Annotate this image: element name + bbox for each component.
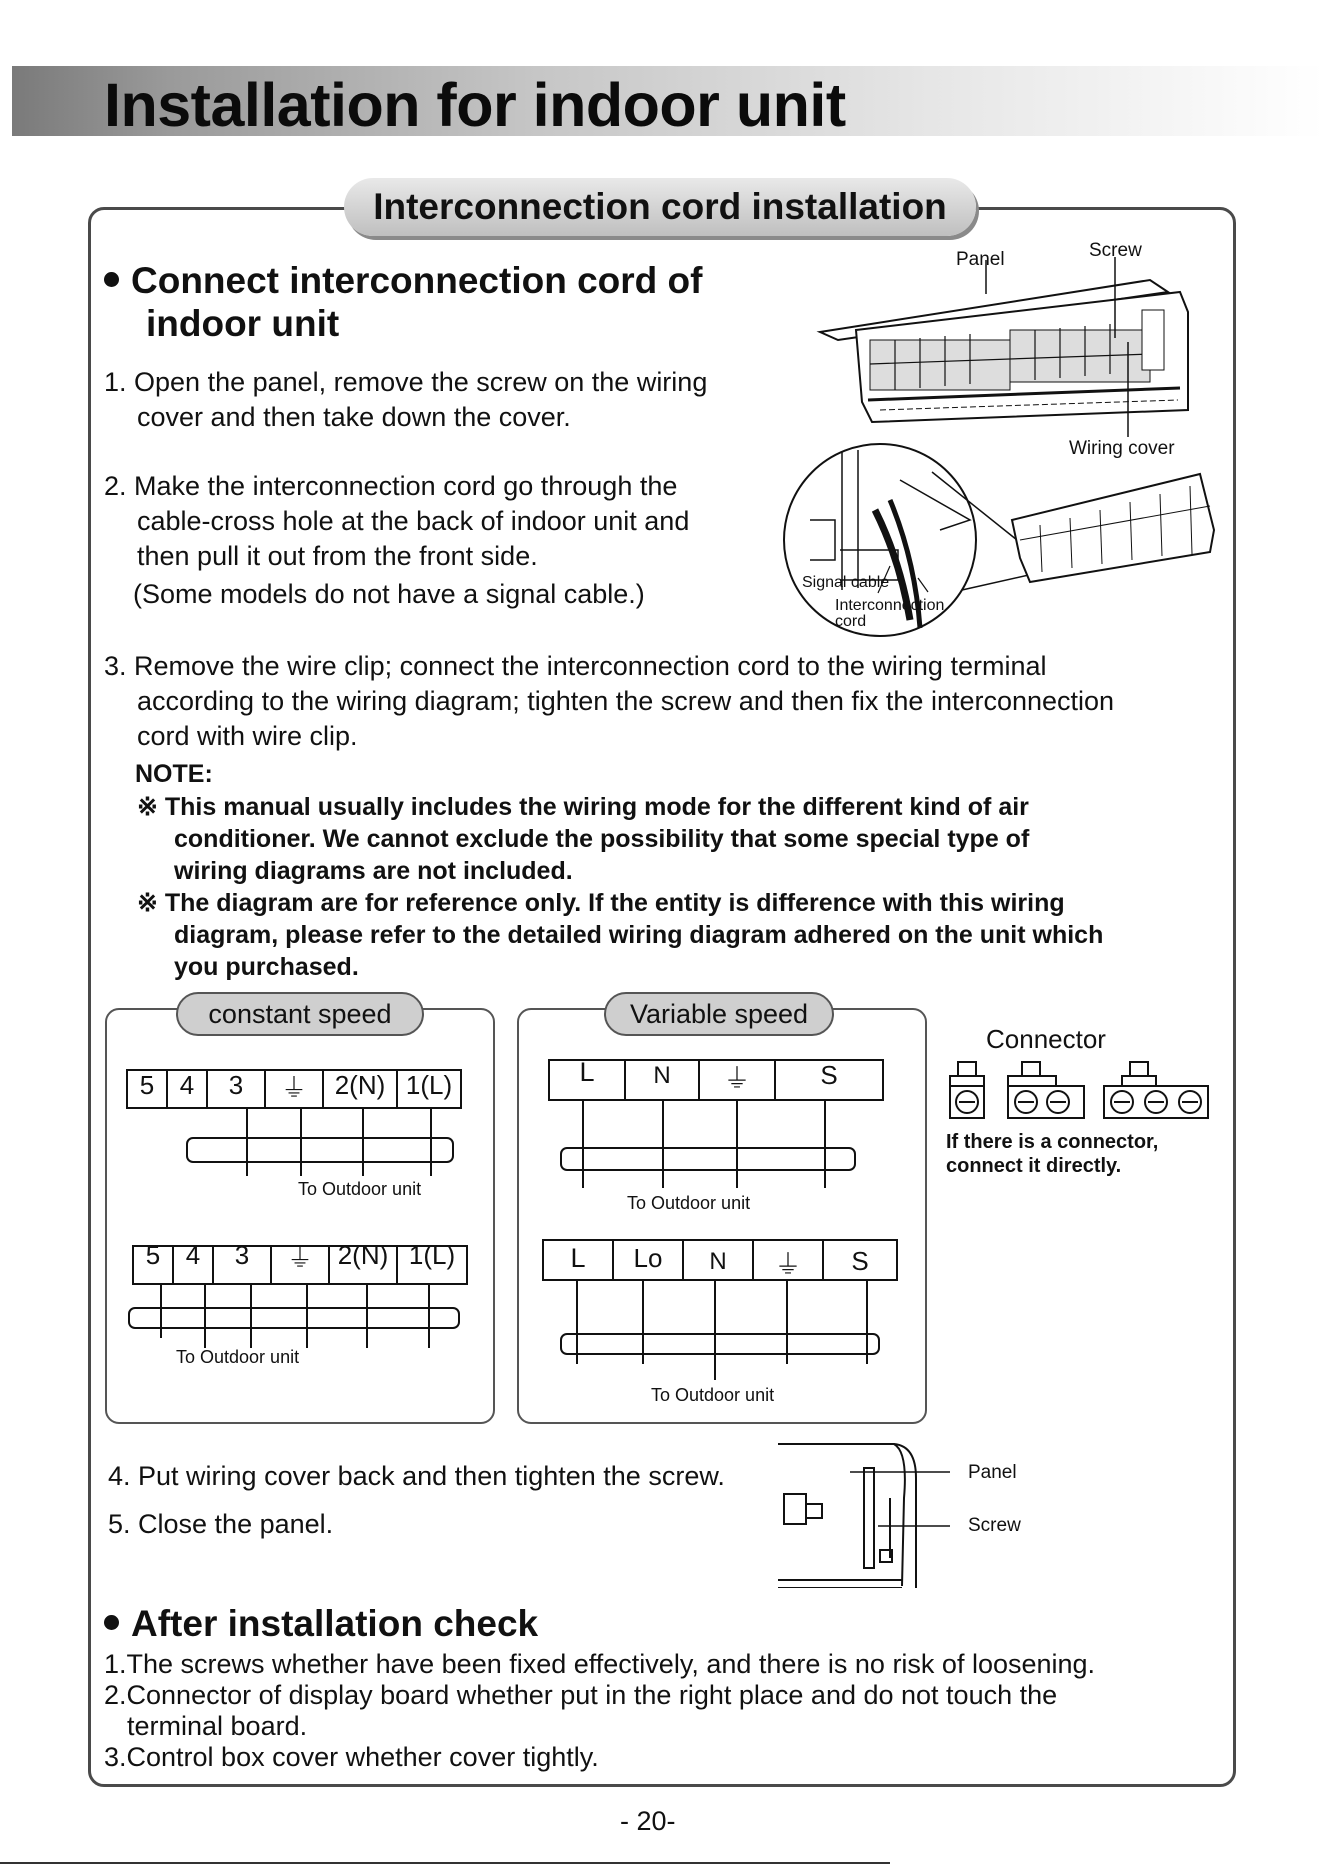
vt-b-n: N — [709, 1248, 727, 1275]
check-item-3: 3.Control box cover whether cover tightly. — [104, 1742, 599, 1772]
unit-rear-shape — [1012, 474, 1214, 582]
interconnection-label-line1: Interconnection — [835, 597, 945, 614]
step-4: 4. Put wiring cover back and then tighten the screw. — [108, 1461, 725, 1491]
connector-title: Connector — [986, 1024, 1106, 1054]
wiring-cover-small — [784, 1494, 806, 1524]
ct-a-3: 3 — [228, 1070, 244, 1100]
cable-b — [129, 1284, 459, 1348]
screw-label: Screw — [1089, 240, 1142, 261]
check-item-1: 1.The screws whether have been fixed effectively, and there is no risk of loosening. — [104, 1649, 1096, 1679]
step-2-line2: cable-cross hole at the back of indoor unit and — [137, 506, 690, 536]
note-1-line3: wiring diagrams are not included. — [174, 857, 573, 885]
variable-speed-title: Variable speed — [604, 992, 834, 1036]
vt-b-l: L — [570, 1243, 586, 1273]
note-2-line2: diagram, please refer to the detailed wiring diagram adhered on the unit which — [174, 921, 1104, 949]
ct-b-4: 4 — [185, 1240, 201, 1270]
ct-b-to-outdoor: To Outdoor unit — [176, 1347, 300, 1367]
connector-note-line2: connect it directly. — [946, 1155, 1122, 1177]
step-5: 5. Close the panel. — [108, 1509, 334, 1539]
connector-2pin-icon — [1008, 1062, 1084, 1118]
ct-b-5: 5 — [145, 1240, 161, 1270]
bottom-rule — [0, 1862, 890, 1864]
note-label: NOTE: — [135, 760, 213, 788]
ct-b-1l: 1(L) — [408, 1240, 456, 1270]
step-3-line2: according to the wiring diagram; tighten the screw and then fix the interconnection — [137, 686, 1115, 716]
ct-a-1l: 1(L) — [405, 1070, 453, 1100]
vt-a-s: S — [820, 1060, 838, 1090]
connect-heading-line2: indoor unit — [146, 303, 340, 344]
wiring-cover-label: Wiring cover — [1069, 438, 1175, 459]
var-cable-a — [561, 1100, 855, 1188]
vt-b-to-outdoor: To Outdoor unit — [651, 1385, 775, 1405]
step-3-line1: 3. Remove the wire clip; connect the interconnection cord to the wiring terminal — [104, 651, 1047, 681]
check-item-2: 2.Connector of display board whether put in the right place and do not touch the — [104, 1680, 1058, 1710]
indoor-unit-panel-figure — [810, 232, 1210, 462]
ct-a-ground-icon: ⏚ — [280, 1073, 307, 1103]
ct-b-3: 3 — [234, 1240, 250, 1270]
vt-b-ground-icon: ⏚ — [774, 1250, 802, 1280]
screw-label-small: Screw — [968, 1515, 1021, 1536]
connect-heading-line1: Connect interconnection cord of — [131, 260, 703, 301]
vt-a-l: L — [579, 1057, 595, 1087]
panel-close-figure — [770, 1438, 950, 1588]
step-2-line3: then pull it out from the front side. — [137, 541, 538, 571]
constant-speed-title: constant speed — [176, 992, 424, 1036]
note-1-line2: conditioner. We cannot exclude the possibility that some special type of — [174, 825, 1030, 853]
page-number: - 20- — [620, 1806, 676, 1836]
check-item-2-cont: terminal board. — [127, 1711, 308, 1741]
bullet-icon — [104, 1615, 119, 1630]
section-title: Interconnection cord installation — [344, 178, 976, 236]
check-heading-text: After installation check — [131, 1603, 539, 1644]
ct-a-2n: 2(N) — [334, 1070, 386, 1100]
panel-label-small: Panel — [968, 1462, 1017, 1483]
ct-a-to-outdoor: To Outdoor unit — [298, 1179, 422, 1199]
connector-1pin-icon — [950, 1062, 984, 1118]
interconnection-label-line2: cord — [835, 613, 867, 630]
vt-b-lo: Lo — [633, 1243, 663, 1273]
panel-outline — [778, 1444, 916, 1588]
vt-a-n: N — [653, 1062, 671, 1089]
ct-b-ground-icon: ⏚ — [286, 1243, 313, 1273]
filter-left — [870, 340, 1010, 390]
vt-a-to-outdoor: To Outdoor unit — [627, 1193, 751, 1213]
ct-b-2n: 2(N) — [337, 1240, 389, 1270]
connect-heading — [104, 260, 702, 302]
step-1-line1: 1. Open the panel, remove the screw on the wiring — [104, 367, 708, 397]
note-1-line1: ※ This manual usually includes the wiring mode for the different kind of air — [137, 793, 1029, 821]
cable-a — [187, 1108, 453, 1176]
wiring-cover-shape — [1142, 310, 1164, 370]
ct-a-5: 5 — [139, 1070, 155, 1100]
check-heading — [104, 1603, 538, 1645]
note-2-line1: ※ The diagram are for reference only. If the entity is difference with this wiring — [137, 889, 1065, 917]
step-3-line3: cord with wire clip. — [137, 721, 358, 751]
connector-note-line1: If there is a connector, — [946, 1131, 1159, 1153]
step-2-line1: 2. Make the interconnection cord go through the — [104, 471, 678, 501]
ct-a-4: 4 — [179, 1070, 195, 1100]
step-1-line2: cover and then take down the cover. — [137, 402, 571, 432]
vt-b-s: S — [851, 1246, 869, 1276]
page-title: Installation for indoor unit — [104, 71, 846, 139]
connector-3pin-icon — [1104, 1062, 1208, 1118]
bullet-icon — [104, 272, 119, 287]
panel-label: Panel — [956, 249, 1005, 270]
connector-icons — [946, 1058, 1216, 1122]
var-cable-b — [561, 1280, 879, 1380]
note-2-line3: you purchased. — [174, 953, 359, 981]
signal-cable-label: Signal cable — [802, 574, 890, 591]
step-2-line4: (Some models do not have a signal cable.) — [133, 579, 645, 609]
vt-a-ground-icon: ⏚ — [723, 1064, 751, 1094]
